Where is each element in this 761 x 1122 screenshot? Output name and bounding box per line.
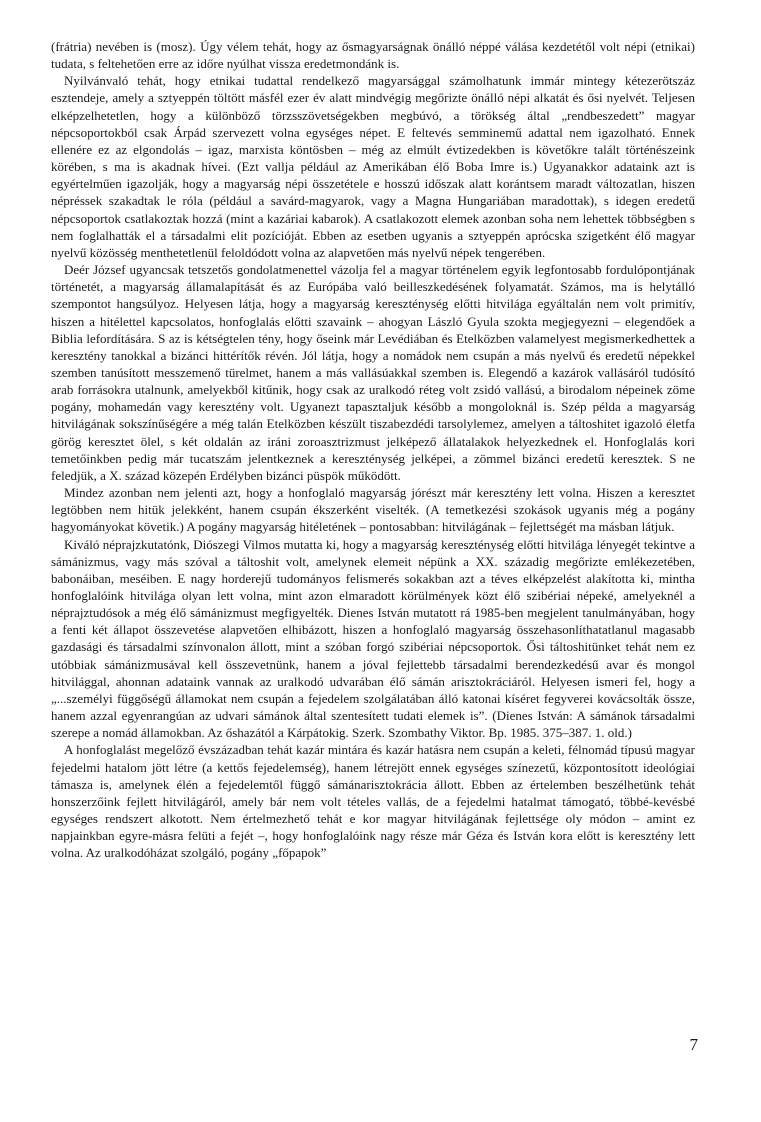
- paragraph-6: A honfoglalást megelőző évszázadban tehát kazár mintára és kazár hatásra nem csupán a keleti, félnomád típusú magyar fejedelmi hatalom jött létre (a kettős fejedelemség), hanem létrejött ennek egységes színezetű, központosított ideológiai támasza is, amelynek élén a fejedelemtől függő sámánarisztokrácia állott. Ebben az értelemben beszélhetünk tehát honszerzőink fejlett hitvilágáról, amely bár nem volt tételes vallás, de a fejedelmi hatalmat támogató, többé-kevésbé egységes rendszert alkotott. Nem értelmezhető tehát e kor magyar hitvilágának fejlettsége oly módon – amint ez napjainkban egyre-másra felüti a fejét –, hogy honfoglalóink nagy része már Géza és István kora előtt is keresztény lett volna. Az uralkodóházat szolgáló, pogány „főpapok”: [51, 742, 695, 861]
- page-body: [51, 38, 695, 862]
- paragraph-5: Kiváló néprajzkutatónk, Diószegi Vilmos mutatta ki, hogy a magyarság kereszténység előtti hitvilága lényegét tekintve a sámánizmus, vagy más szóval a táltoshit volt, amelynek elemeit népünk a XX. századig megőrizte emlékezetében, babonáiban, meséiben. E nagy horderejű tudományos felismerés sokakban azt a téves elképzelést alakította ki, mintha honfoglalóink hitvilága olyan lett volna, mint azon elmaradott körülmények közt élő szibériai népeké, amelyeknél a néprajztudósok a még élő sámánizmust megfigyelték. Dienes István mutatott rá 1985-ben megjelent tanulmányában, hogy a fenti két állapot összevetése alapvetően elhibázott, hiszen a honfoglaló magyarság összehasonlíthatatlanul magasabb gazdasági és társadalmi színvonalon állott, mint a szóban forgó szibériai népcsoportok. Ősi táltoshitünket tehát nem ez utóbbiak sámánizmusával kell összevetnünk, hanem a jóval fejlettebb társadalmi berendezkedésű avar és mongol hitvilággal, ahonnan adataink vannak az uralkodó udvarában élő sámán arisztokráciáról. Helyesen ismeri fel, hogy a „...személyi függőségű államokat nem csupán a fejedelem szolgálatában álló katonai kíséret fegyverei kovácsolták össze, hanem azzal egyenrangúan az udvari sámánok által szentesített tudati elemek is”. (Dienes István: A sámánok társadalmi szerepe a nomád államokban. Az őshazától a Kárpátokig. Szerk. Szombathy Viktor. Bp. 1985. 375–387. 1. old.): [51, 536, 695, 741]
- paragraph-1: (frátria) nevében is (mosz). Úgy vélem tehát, hogy az ősmagyarságnak önálló néppé válása kezdetétől volt népi (etnikai) tudata, s feltehetően erre az időre nyúlhat vissza eredetmondánk is.: [51, 39, 695, 72]
- paragraph-4: Mindez azonban nem jelenti azt, hogy a honfoglaló magyarság jórészt már keresztény lett volna. Hiszen a keresztet legtöbben nem hitük jelekként, hanem csupán ékszerként viselték. (A temetkezési szokások ugyanis még a pogány hagyományokat követik.) A pogány magyarság hitéletének – pontosabban: hitvilágának – fejlettségét ma másban látjuk.: [51, 485, 695, 535]
- page-number: 7: [689, 1035, 698, 1054]
- paragraph-2: Nyilvánvaló tehát, hogy etnikai tudattal rendelkező magyarsággal számolhatunk immár mintegy kétezerötszáz esztendeje, amely a sztyeppén töltött másfél ezer év alatt mindvégig megőrizte önálló népi alkatát és ősi nyelvét. Teljesen elképzelhetetlen, hogy a különböző törzsszövetségekben megbúvó, a törökség által „rendbeszedett” magyar népcsoportokból csak Árpád szervezett volna egységes népet. E feltevés semminemű adattal nem igazolható. Ennek ellenére ez az elgondolás – igaz, marxista köntösben – még az elmúlt évtizedekben is követőkre talált történészeink körében, s ma is akadnak hívei. (Ezt vallja például az Amerikában élő Boba Imre is.) Ugyanakkor adataink azt is egyértelműen igazolják, hogy a magyarság népi összetétele e hosszú időszak alatt korántsem maradt változatlan, hiszen népréssek szakadtak le róla (például a savárd-magyarok, vagy a Magna Hungariában maradottak), s idegen eredetű népcsoportok csatlakoztak hozzá (mint a kazáriai kabarok). A csatlakozott elemek azonban soha nem lehettek többségben s nem foglalhatták el a társadalmi elit pozícióját. Ebben az esetben ugyanis a sztyeppén aprócska szigetként élő magyar nyelvű közösség menthetetlenül feloldódott volna az alapvetően más nyelvű népek tengerében.: [51, 73, 695, 260]
- paragraph-3: Deér József ugyancsak tetszetős gondolatmenettel vázolja fel a magyar történelem egyik legfontosabb fordulópontjának történetét, a magyarság államalapítását és az Európába való beilleszkedésének folyamatát. Számos, ma is helytálló szempontot hangsúlyoz. Helyesen látja, hogy a magyarság kereszténység előtti hitvilága egyáltalán nem volt primitív, hiszen a hitélettel kapcsolatos, honfoglalás előtti szavaink – ahogyan László Gyula szokta megjegyezni – elegendőek a Biblia lefordítására. S az is kétségtelen tény, hogy őseink már Levédiában és Etelközben valamelyest megismerkedhettek a keresztény tanokkal a bizánci hittérítők révén. Jól látja, hogy a nomádok nem csupán a más nyelvű és eredetű népekkel szemben tanúsított messzemenő türelmet, hanem a más vallásúakkal szemben is. Elegendő a kazárok vallásáról tudósító arab forrásokra utalnunk, amelyekből kitűnik, hogy csak az uralkodó réteg volt zsidó vallású, a birodalom népeinek zöme pogány, mohamedán vagy keresztény volt. Ugyanezt tapasztaljuk később a mongoloknál is. Szép példa a magyarság hitvilágának sokszínűségére a még talán Etelközben készült tiszabezdédi tarsolylemez, amelyen a táltoshitet igazoló életfa görög keresztet ölel, s két oldalán az iráni zoroasztrizmust jelképező állatalakok helyezkednek el. Honfoglalás kori temetőinkben pedig már tucatszám jelentkeznek a kereszténység jelképei, a zömmel bizánci eredetű keresztek. S ne feledjük, a X. század közepén Erdélyben bizánci püspök működött.: [51, 262, 695, 483]
